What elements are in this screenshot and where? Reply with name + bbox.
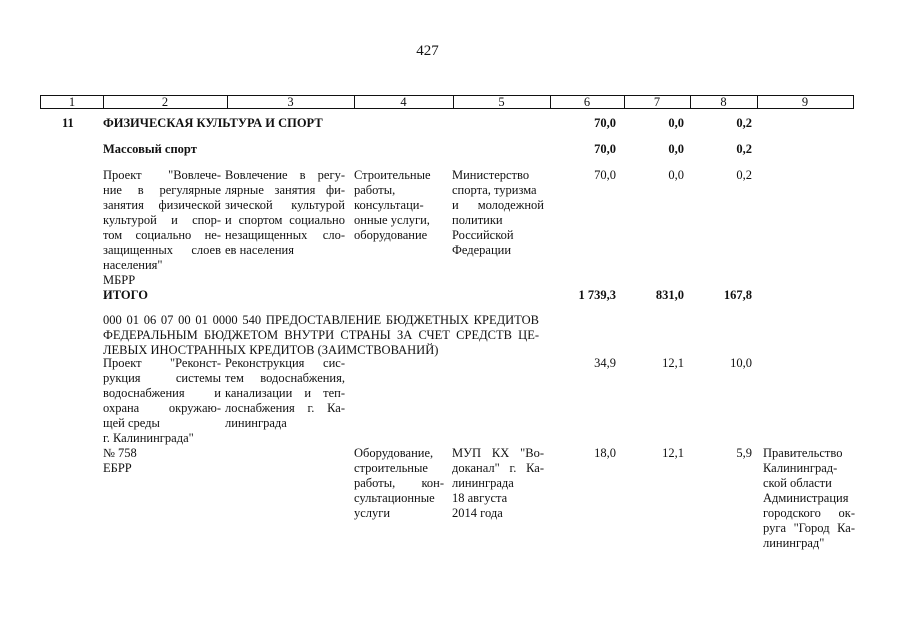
text-line: лярные занятия фи- (225, 183, 345, 197)
text-line: работы, кон- (354, 476, 444, 490)
header-col-9: 9 (801, 95, 809, 109)
text-line: Министерство (452, 168, 530, 182)
text-line: канализации и теп- (225, 386, 345, 400)
text-line: Администрация (763, 491, 849, 505)
text-line: зической культурой (225, 198, 345, 212)
text-line: работы, (354, 183, 396, 197)
subsection-col6: 70,0 (594, 142, 616, 156)
text-line: лоснабжения г. Ка- (225, 401, 345, 415)
text-line: Проект "Вовлече- (103, 168, 221, 182)
text-line: ФЕДЕРАЛЬНЫМ БЮДЖЕТОМ ВНУТРИ СТРАНЫ ЗА СЧЕТ СРЕДСТВ ЦЕ- (103, 328, 539, 342)
text-line: МУП КХ "Во- (452, 446, 544, 460)
text-line: сультационные (354, 491, 435, 505)
subproject2-borrower (763, 446, 855, 551)
text-line: ЕБРР (103, 461, 132, 475)
text-line: г. Калининграда" (103, 431, 194, 445)
text-line: Строительные (354, 168, 431, 182)
text-line: и молодежной (452, 198, 544, 212)
section-col8: 0,2 (736, 116, 752, 130)
text-line: культурой и спор- (103, 213, 221, 227)
text-line: доканал" г. Ка- (452, 461, 544, 475)
total-col8: 167,8 (723, 288, 752, 302)
subproject2-works (354, 446, 444, 521)
section-col6: 70,0 (594, 116, 616, 130)
text-line: Проект "Реконст- (103, 356, 221, 370)
header-col-6: 6 (583, 95, 591, 109)
project2-purpose (225, 356, 345, 431)
project2-name (103, 356, 221, 476)
total-col6: 1 739,3 (578, 288, 616, 302)
text-line: 18 августа (452, 491, 508, 505)
project1-col8: 0,2 (736, 168, 752, 182)
text-line: Калининград- (763, 461, 838, 475)
text-line: тем водоснабжения, (225, 371, 345, 385)
text-line: руга "Город Ка- (763, 521, 855, 535)
project1-name (103, 168, 221, 288)
subproject2-executor (452, 446, 544, 521)
text-line: Федерации (452, 243, 512, 257)
header-col-3: 3 (287, 95, 294, 109)
project1-executor (452, 168, 544, 258)
header-col-4: 4 (400, 95, 407, 109)
project2-col6: 34,9 (594, 356, 616, 370)
text-line: ской области (763, 476, 832, 490)
text-line: Вовлечение в регу- (225, 168, 345, 182)
subproject2-col6: 18,0 (594, 446, 616, 460)
project2-col7: 12,1 (662, 356, 684, 370)
total-label: ИТОГО (103, 288, 148, 302)
text-line: Реконструкция сис- (225, 356, 345, 370)
table-header-row (40, 95, 854, 109)
project1-col7: 0,0 (668, 168, 684, 182)
text-line: и спортом социально (225, 213, 345, 227)
subsection-title: Массовый спорт (103, 142, 197, 156)
section-col7: 0,0 (668, 116, 684, 130)
text-line: ние в регулярные (103, 183, 221, 197)
project1-col6: 70,0 (594, 168, 616, 182)
text-line: оборудование (354, 228, 428, 242)
page-number: 427 (416, 43, 439, 59)
budget-section-code (103, 313, 539, 358)
header-col-5: 5 (498, 95, 505, 109)
subproject2-col7: 12,1 (662, 446, 684, 460)
header-col-2: 2 (161, 95, 169, 109)
text-line: ев населения (225, 243, 294, 257)
text-line: занятия физической (103, 198, 221, 212)
header-col-7: 7 (653, 95, 661, 109)
text-line: городского ок- (763, 506, 855, 520)
subsection-col8: 0,2 (736, 142, 752, 156)
text-line: услуги (354, 506, 391, 520)
text-line: лининграда (452, 476, 514, 490)
header-col-8: 8 (720, 95, 727, 109)
text-line: щей среды (103, 416, 160, 430)
text-line: охрана окружаю- (103, 401, 221, 415)
subproject2-col8: 5,9 (736, 446, 752, 460)
text-line: том социально не- (103, 228, 221, 242)
text-line: онные услуги, (354, 213, 430, 227)
text-line: № 758 (103, 446, 137, 460)
text-line: рукция системы (103, 371, 221, 385)
text-line: Правительство (763, 446, 843, 460)
text-line: незащищенных сло- (225, 228, 345, 242)
header-col-1: 1 (68, 95, 76, 109)
text-line: лининград" (763, 536, 825, 550)
text-line: лининграда (225, 416, 287, 430)
section-number: 11 (62, 116, 74, 130)
text-line: 2014 года (452, 506, 503, 520)
project2-col8: 10,0 (730, 356, 752, 370)
text-line: защищенных слоев (103, 243, 221, 257)
section-title: ФИЗИЧЕСКАЯ КУЛЬТУРА И СПОРТ (103, 116, 323, 130)
text-line: консультаци- (354, 198, 424, 212)
text-line: ЛЕВЫХ ИНОСТРАННЫХ КРЕДИТОВ (ЗАИМСТВОВАНИЙ) (103, 343, 439, 357)
project1-purpose (225, 168, 345, 258)
text-line: спорта, туризма (452, 183, 537, 197)
text-line: строительные (354, 461, 428, 475)
project1-works (354, 168, 444, 243)
text-line: населения" (103, 258, 163, 272)
text-line: Российской (452, 228, 514, 242)
text-line: Оборудование, (354, 446, 434, 460)
subsection-col7: 0,0 (668, 142, 684, 156)
text-line: МБРР (103, 273, 136, 287)
text-line: водоснабжения и (103, 386, 221, 400)
text-line: политики (452, 213, 503, 227)
total-col7: 831,0 (655, 288, 684, 302)
text-line: 000 01 06 07 00 01 0000 540 ПРЕДОСТАВЛЕНИЕ БЮДЖЕТНЫХ КРЕДИТОВ (103, 313, 539, 327)
